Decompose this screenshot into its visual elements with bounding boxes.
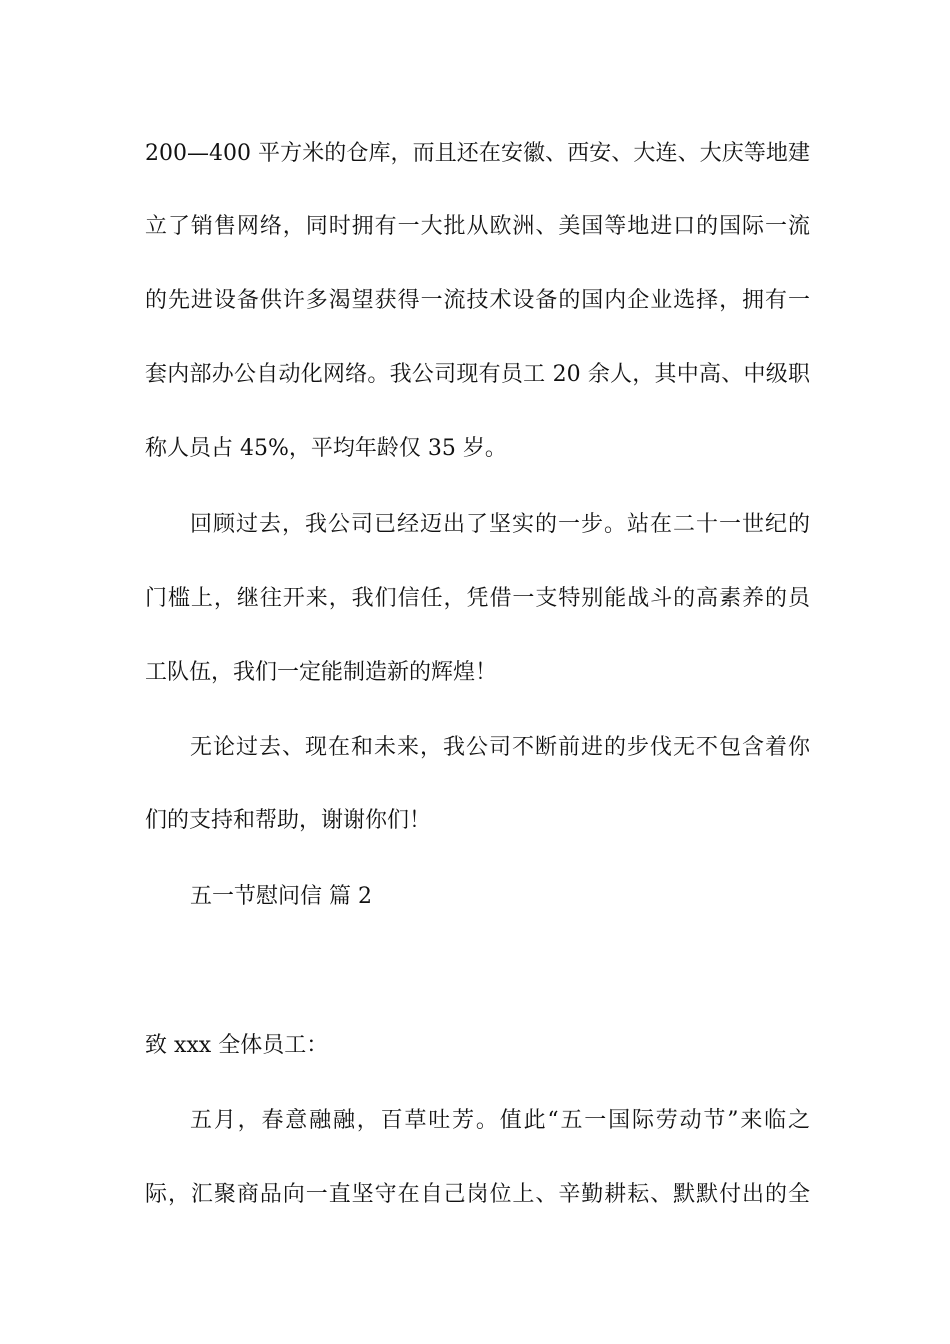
paragraph-line-4: 套内部办公自动化网络。我公司现有员工 20 余人，其中高、中级职: [145, 362, 810, 387]
paragraph-line-5: 称人员占 45%，平均年龄仅 35 岁。: [145, 436, 507, 461]
paragraph-line-1: 200—400 平方米的仓库，而且还在安徽、西安、大连、大庆等地建: [145, 141, 810, 166]
paragraph-line-2: 立了销售网络，同时拥有一大批从欧洲、美国等地进口的国际一流: [145, 214, 810, 239]
paragraph-line-11: 五月，春意融融，百草吐芳。值此“五一国际劳动节”来临之: [190, 1108, 810, 1133]
salutation: 致 xxx 全体员工：: [145, 1033, 329, 1058]
paragraph-line-9: 无论过去、现在和未来，我公司不断前进的步伐无不包含着你: [190, 735, 810, 760]
paragraph-line-6: 回顾过去，我公司已经迈出了坚实的一步。站在二十一世纪的: [190, 512, 810, 537]
paragraph-line-10: 们的支持和帮助，谢谢你们！: [145, 808, 432, 833]
paragraph-line-8: 工队伍，我们一定能制造新的辉煌！: [145, 660, 498, 685]
paragraph-line-7: 门槛上，继往开来，我们信任，凭借一支特别能战斗的高素养的员: [145, 586, 810, 611]
paragraph-line-12: 际，汇聚商品向一直坚守在自己岗位上、辛勤耕耘、默默付出的全: [145, 1182, 810, 1207]
section-heading: 五一节慰问信 篇 2: [190, 884, 372, 909]
paragraph-line-3: 的先进设备供许多渴望获得一流技术设备的国内企业选择，拥有一: [145, 288, 810, 313]
